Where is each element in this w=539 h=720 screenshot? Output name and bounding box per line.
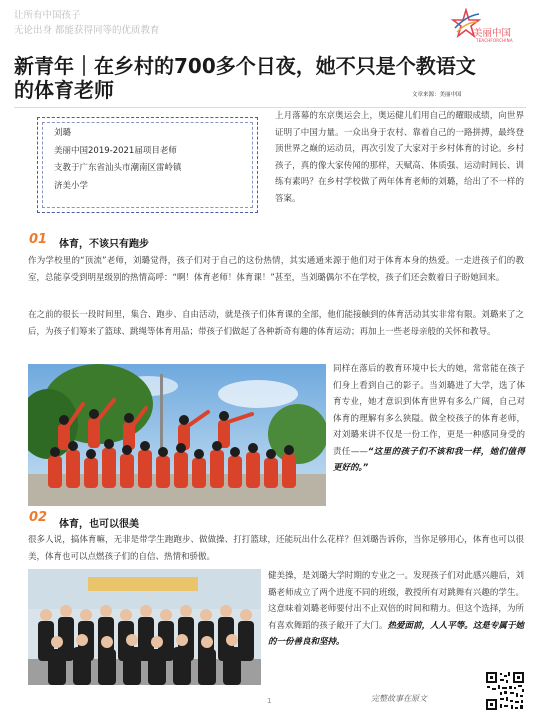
author-info-lines [54,125,182,195]
section-2-paragraph-1: 很多人说，搞体育嘛，无非是带学生跑跑步、做做操、打打篮球，还能玩出什么花样？但刘璐告诉你，当你足够用心，体育也可以很美，体育也可以点燃孩子们的自信、热情和骄傲。 [28,535,524,562]
full-story-link[interactable]: 完整故事在原文 [371,694,427,703]
students-group-photo [28,569,261,685]
section-2-number: 02 [29,510,48,525]
section-1-paragraph-3 [333,361,525,477]
section-1-paragraph-3-text: 同样在落后的教育环境中长大的她，常常能在孩子们身上看到自己的影子。当刘璐进了大学，选了体育专业，她才意识到体育世界有多么广阔，自己对体育的理解有多么狭隘。做全校孩子的体育老师，对刘璐来讲不仅是一份工作，更是一种感同身受的责任—— [333,364,525,457]
slogan-line-1: 让所有中国孩子 [14,10,81,21]
article-source: 文章来源：美丽中国 [412,92,462,98]
section-1-paragraph-2: 在之前的很长一段时间里，集合、跑步、自由活动，就是孩子们体育课的全部，他们能接触到的体育活动其实非常有限。刘璐来了之后，为孩子们筹来了篮球、跳绳等体育用品；带孩子们做起了各种新奇有趣的体育运动；再加上一些老母亲般的关怀和教导。 [28,310,524,337]
section-2-heading: 体育，也可以很美 [59,519,139,530]
students-outdoor-illustration [28,364,326,506]
section-1-quote: “这里的孩子们不该和我一样，她们值得更好的。” [333,446,525,473]
logo-text: 美丽中国 [473,28,512,39]
teach-for-china-logo [451,8,531,48]
info-location: 支教于广东省汕头市潮南区雷岭镇 [54,163,182,173]
title-line-1: 新青年｜在乡村的700多个日夜，她不只是个教语文 [14,54,476,78]
author-info-box [37,117,258,213]
intro-paragraph: 上月落幕的东京奥运会上，奥运健儿们用自己的耀眼成绩，向世界证明了中国力量。一众出身于农村、靠着自己的一路拼搏，最终登顶世界之巅的运动员，再次引发了大家对于乡村体育的讨论。乡村孩子，真的像大家传闻的那样，天赋高、体质强、运动时间长、训练有素吗？在乡村学校做了两年体育老师的刘璐，给出了不一样的答案。 [275,111,524,204]
students-outdoor-photo [28,364,326,506]
students-group-illustration [28,569,261,685]
section-1-heading: 体育，不该只有跑步 [59,239,149,250]
logo-subtext: TEACHFORCHINA [476,38,513,43]
info-school: 济美小学 [54,180,89,191]
section-2-paragraph-2 [268,568,524,651]
title-line-2: 的体育老师 [14,78,114,102]
qr-code-icon[interactable] [484,670,526,712]
qr-code-graphic [484,670,526,712]
section-1-number: 01 [29,232,48,247]
header-slogan [14,8,274,38]
section-1-paragraph-1: 作为学校里的“顶流”老师，刘璐觉得，孩子们对于自己的这份热情，其实通通来源于他们对于体育本身的热爱。一走进孩子们的教室，总能享受到明星级别的热情高呼：“啊！体育老师！体育课！”甚至，当刘璐偶尔不在学校，孩子们还会数着日子盼她回来。 [28,256,524,283]
section-2-paragraph-2-text: 健美操，是刘璐大学时期的专业之一。发现孩子们对此感兴趣后，刘璐老师成立了两个进度不同的班级，教授所有对跳舞有兴趣的学生。这意味着刘璐老师要付出不止双倍的时间和精力。但这个选择，为所有喜欢舞蹈的孩子敞开了大门。 [268,571,524,631]
section-2-quote: 热爱面前，人人平等。这是专属于她的一份善良和坚持。 [268,620,524,647]
slogan-line-2: 无论出身 都能获得同等的优质教育 [14,25,160,36]
info-name: 刘璐 [54,128,72,138]
info-program: 美丽中国2019-2021届项目老师 [54,145,177,156]
page-number: 1 [267,697,272,705]
